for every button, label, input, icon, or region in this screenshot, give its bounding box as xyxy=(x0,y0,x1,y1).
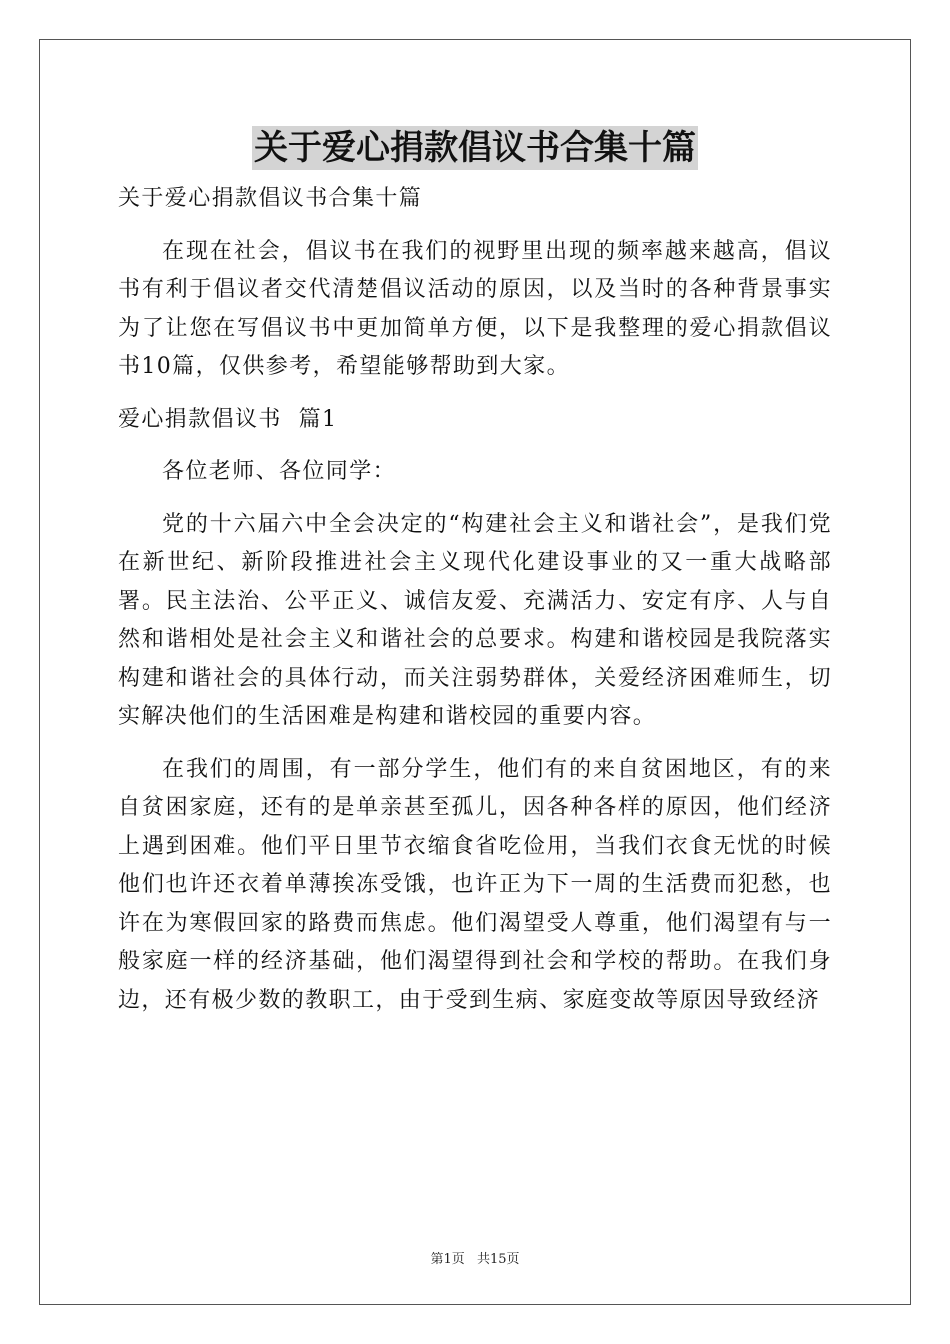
page-footer xyxy=(0,1248,950,1267)
page-number-current: 第1页 xyxy=(430,1252,465,1267)
intro-paragraph: 在现在社会，倡议书在我们的视野里出现的频率越来越高，倡议书有利于倡议者交代清楚倡议活动的原因，以及当时的各种背景事实为了让您在写倡议书中更加简单方便，以下是我整理的爱心捐款倡议书10篇，仅供参考，希望能够帮助到大家。 xyxy=(118,238,832,379)
document-title: 关于爱心捐款倡议书合集十篇 xyxy=(254,128,696,168)
section-heading: 爱心捐款倡议书 篇1 xyxy=(118,406,338,432)
greeting: 各位老师、各位同学： xyxy=(162,459,397,484)
page-number-total: 共15页 xyxy=(476,1252,520,1267)
document-subtitle: 关于爱心捐款倡议书合集十篇 xyxy=(118,186,423,211)
document-body xyxy=(118,180,832,1020)
title-wrap xyxy=(0,126,950,170)
body-paragraph-2: 在我们的周围，有一部分学生，他们有的来自贫困地区，有的来自贫困家庭，还有的是单亲甚至孤儿，因各种各样的原因，他们经济上遇到困难。他们平日里节衣缩食省吃俭用，当我们衣食无忧的时候他们也许还衣着单薄挨冻受饿，也许正为下一周的生活费而犯愁，也许在为寒假回家的路费而焦虑。他们渴望受人尊重，他们渴望有与一般家庭一样的经济基础，他们渴望得到社会和学校的帮助。在我们身边，还有极少数的教职工，由于受到生病、家庭变故等原因导致经济 xyxy=(118,756,832,1013)
body-paragraph-1: 党的十六届六中全会决定的“构建社会主义和谐社会”，是我们党在新世纪、新阶段推进社会主义现代化建设事业的又一重大战略部署。民主法治、公平正义、诚信友爱、充满活力、安定有序、人与自然和谐相处是社会主义和谐社会的总要求。构建和谐校园是我院落实构建和谐社会的具体行动，而关注弱势群体，关爱经济困难师生，切实解决他们的生活困难是构建和谐校园的重要内容。 xyxy=(118,511,832,729)
